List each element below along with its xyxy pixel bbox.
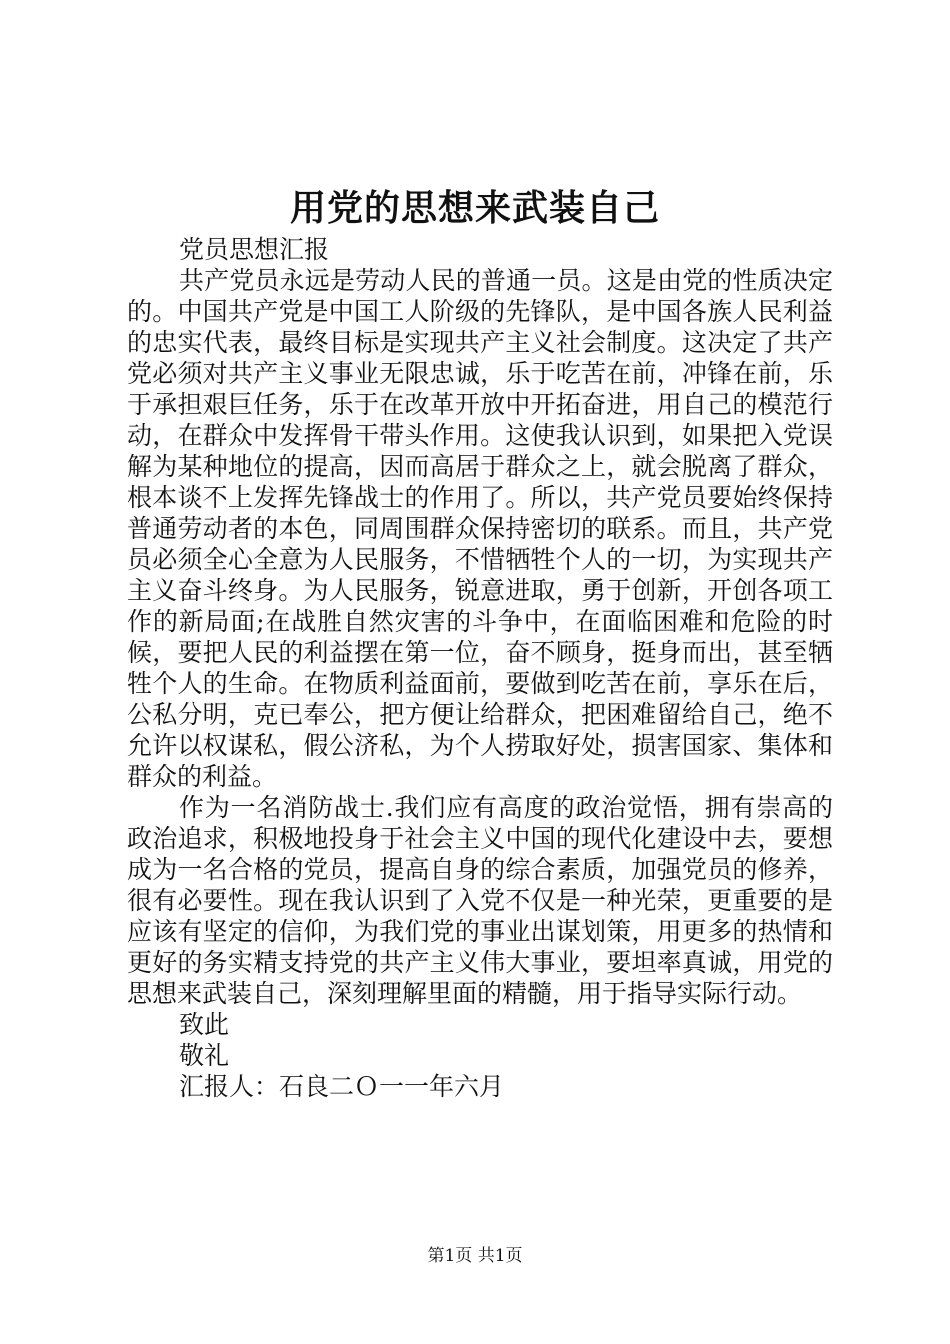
document-body <box>127 234 833 1102</box>
document-subtitle: 党员思想汇报 <box>179 235 330 264</box>
body-paragraph-1: 共产党员永远是劳动人民的普通一员。这是由党的性质决定的。中国共产党是中国工人阶级的先锋队，是中国各族人民利益的忠实代表，最终目标是实现共产主义社会制度。这决定了共产党必须对共产主义事业无限忠诚，乐于吃苦在前，冲锋在前，乐于承担艰巨任务，乐于在改革开放中开拓奋进，用自己的模范行动，在群众中发挥骨干带头作用。这使我认识到，如果把入党误解为某种地位的提高，因而高居于群众之上，就会脱离了群众，根本谈不上发挥先锋战士的作用了。所以，共产党员要始终保持普通劳动者的本色，同周围群众保持密切的联系。而且，共产党员必须全心全意为人民服务，不惜牺牲个人的一切，为实现共产主义奋斗终身。为人民服务，锐意进取，勇于创新，开创各项工作的新局面;在战胜自然灾害的斗争中，在面临困难和危险的时候，要把人民的利益摆在第一位，奋不顾身，挺身而出，甚至牺牲个人的生命。在物质利益面前，要做到吃苦在前，享乐在后，公私分明，克已奉公，把方便让给群众，把困难留给自己，绝不允许以权谋私，假公济私，为个人捞取好处，损害国家、集体和群众的利益。 <box>127 266 833 791</box>
page-title: 用党的思想来武装自己 <box>289 187 660 229</box>
signature-line: 汇报人：石良二Ｏ一一年六月 <box>179 1072 505 1101</box>
page-footer: 第1页 共1页 <box>427 1246 523 1266</box>
closing-line-1: 致此 <box>179 1010 230 1039</box>
body-paragraph-2: 作为一名消防战士.我们应有高度的政治觉悟，拥有崇高的政治追求，积极地投身于社会主义中国的现代化建设中去，要想成为一名合格的党员，提高自身的综合素质，加强党员的修养，很有必要性。现在我认识到了入党不仅是一种光荣，更重要的是应该有坚定的信仰，为我们党的事业出谋划策，用更多的热情和更好的务实精支持党的共产主义伟大事业，要坦率真诚，用党的思想来武装自己，深刻理解里面的精髓，用于指导实际行动。 <box>127 793 833 1008</box>
closing-line-2: 敬礼 <box>179 1041 230 1070</box>
